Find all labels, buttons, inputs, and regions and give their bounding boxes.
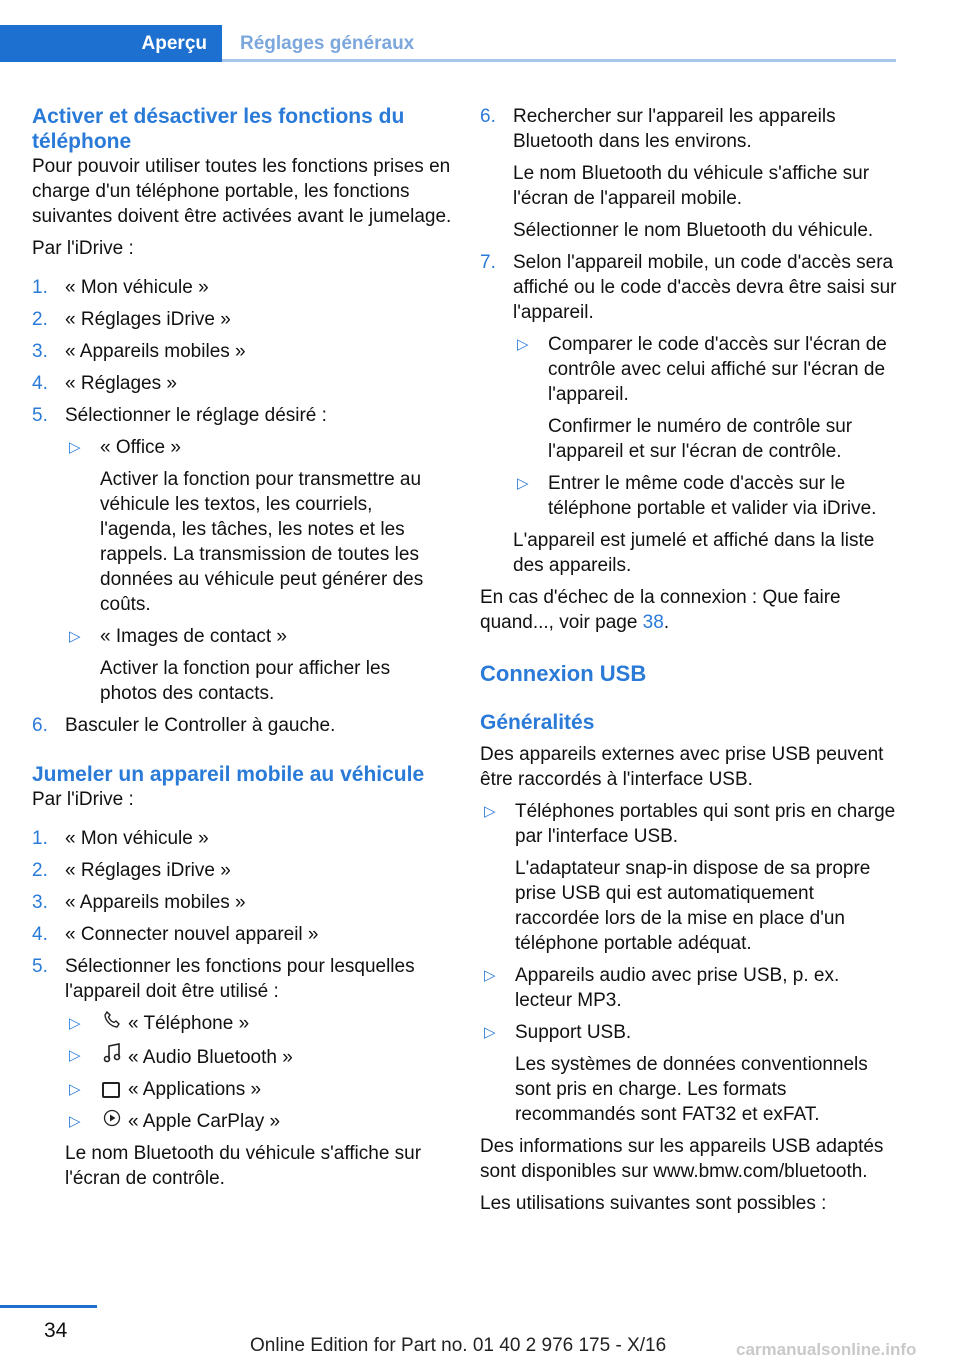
bullet-item: ▷ « Apple CarPlay »	[69, 1111, 281, 1132]
list-item: 2. « Réglages iDrive »	[32, 860, 231, 881]
triangle-bullet-icon: ▷	[484, 1024, 496, 1041]
page-number: 34	[44, 1319, 68, 1342]
subsection-title-general: Généralités	[480, 711, 595, 734]
list-item: 3. « Appareils mobiles »	[32, 341, 246, 362]
triangle-bullet-icon: ▷	[69, 628, 81, 645]
par-idrive-label: Par l'iDrive :	[32, 238, 134, 259]
usb-info: Des informations sur les appareils USB adaptés sont disponibles sur www.bmw.com/bluetooth.	[480, 1136, 884, 1182]
list-item: 4. « Connecter nouvel appareil »	[32, 924, 319, 945]
intro-paragraph: Pour pouvoir utiliser toutes les fonctions prises en charge d'un téléphone portable, les fonctions suivantes doivent être activées avant le jumelage.	[32, 156, 452, 227]
bullet-item: ▷ « Images de contact » Activer la fonction pour afficher les photos des contacts.	[69, 626, 391, 704]
header-divider	[222, 59, 896, 62]
watermark: carmanualsonline.info	[736, 1340, 917, 1359]
section-title-usb: Connexion USB	[480, 661, 647, 686]
triangle-bullet-icon: ▷	[69, 1015, 81, 1032]
bullet-item: ▷ Entrer le même code d'accès sur le téléphone portable et valider via iDrive.	[517, 473, 877, 519]
page-header	[0, 25, 960, 62]
triangle-bullet-icon: ▷	[69, 1047, 81, 1064]
triangle-bullet-icon: ▷	[69, 1113, 81, 1130]
list-item: 5. Sélectionner les fonctions pour lesquelles l'appareil doit être utilisé : ▷ « Téléphone » ▷ « Audio Bluetooth » ▷ « Applications » ▷ « Apple CarPlay » Le nom Bluetooth du véhicule s'affiche sur l'écran de contrôle.	[32, 954, 452, 1191]
tab-apercu[interactable]: Aperçu	[0, 25, 222, 62]
triangle-bullet-icon: ▷	[484, 803, 496, 820]
list-item: 6. Basculer le Controller à gauche.	[32, 715, 336, 736]
bullet-item: ▷ « Téléphone »	[69, 1013, 250, 1034]
triangle-bullet-icon: ▷	[517, 475, 529, 492]
right-column	[480, 104, 900, 1223]
usb-intro: Des appareils externes avec prise USB peuvent être raccordés à l'interface USB.	[480, 744, 884, 790]
app-box-icon	[102, 1082, 120, 1098]
carplay-icon	[100, 1109, 124, 1134]
triangle-bullet-icon: ▷	[69, 1081, 81, 1098]
triangle-bullet-icon: ▷	[517, 336, 529, 353]
fail-paragraph: En cas d'échec de la connexion : Que faire quand..., voir page 38.	[480, 587, 841, 633]
bullet-item: ▷ Support USB. Les systèmes de données conventionnels sont pris en charge. Les formats recommandés sont FAT32 et exFAT.	[484, 1022, 868, 1125]
bullet-item: ▷ Téléphones portables qui sont pris en charge par l'interface USB. L'adaptateur snap-in dispose de sa propre prise USB qui est automatiquement raccordée lors de la mise en place d'un téléphone portable adéquat.	[484, 801, 896, 954]
list-item: 5. Sélectionner le réglage désiré : ▷ « Office » Activer la fonction pour transmettre au véhicule les textos, les courriels, l'agenda, les tâches, les notes et les rappels. La transmission de toutes les données au véhicule peut générer des coûts. ▷ « Images de contact » Activer la fonction pour afficher les photos des contacts.	[32, 403, 452, 706]
list-item: 1. « Mon véhicule »	[32, 277, 209, 298]
bullet-item: ▷ « Audio Bluetooth »	[65, 1043, 452, 1070]
tab-reglages-generaux[interactable]: Réglages généraux	[240, 33, 415, 54]
triangle-bullet-icon: ▷	[484, 967, 496, 984]
phone-icon	[100, 1011, 124, 1036]
list-item: 1. « Mon véhicule »	[32, 828, 209, 849]
bullet-item: ▷ « Office » Activer la fonction pour transmettre au véhicule les textos, les courriels, l'agenda, les tâches, les notes et les rappels. La transmission de toutes les données au véhicule peut générer des coûts.	[69, 437, 424, 615]
par-idrive-label-2: Par l'iDrive :	[32, 789, 134, 810]
footer-divider	[0, 1305, 97, 1308]
list-item: 4. « Réglages »	[32, 373, 177, 394]
bullet-item: ▷ Comparer le code d'accès sur l'écran de contrôle avec celui affiché sur l'écran de l'appareil. Confirmer le numéro de contrôle sur l'appareil et sur l'écran de contrôle.	[517, 334, 887, 462]
usb-uses: Les utilisations suivantes sont possibles :	[480, 1193, 827, 1214]
section-title-pair-device: Jumeler un appareil mobile au véhicule	[32, 763, 425, 786]
edition-text: Online Edition for Part no. 01 40 2 976 175 - X/16	[250, 1335, 667, 1356]
section-title-phone-functions: Activer et désactiver les fonctions du téléphone	[32, 105, 405, 153]
list-item: 6. Rechercher sur l'appareil les appareils Bluetooth dans les environs. Le nom Bluetooth du véhicule s'affiche sur l'écran de l'appareil mobile. Sélectionner le nom Bluetooth du véhicule.	[480, 106, 874, 241]
bullet-item: ▷ « Applications »	[69, 1079, 262, 1100]
page-link[interactable]: 38	[642, 612, 664, 633]
list-item: 3. « Appareils mobiles »	[32, 892, 246, 913]
triangle-bullet-icon: ▷	[69, 439, 81, 456]
closing-paragraph: Le nom Bluetooth du véhicule s'affiche sur l'écran de contrôle.	[65, 1143, 422, 1189]
music-note-icon	[100, 1043, 124, 1070]
bullet-item: ▷ Appareils audio avec prise USB, p. ex. lecteur MP3.	[484, 965, 840, 1011]
left-column	[32, 104, 452, 1198]
list-item: 7. Selon l'appareil mobile, un code d'accès sera affiché ou le code d'accès devra être saisi sur l'appareil. ▷ Comparer le code d'accès sur l'écran de contrôle avec celui affiché sur l'écran de l'appareil. Confirmer le numéro de contrôle sur l'appareil et sur l'écran de contrôle. ▷ Entrer le même code d'accès sur le téléphone portable et valider via iDrive. L'appareil est jumelé et affiché dans la liste des appareils.	[480, 250, 900, 578]
list-item: 2. « Réglages iDrive »	[32, 309, 231, 330]
